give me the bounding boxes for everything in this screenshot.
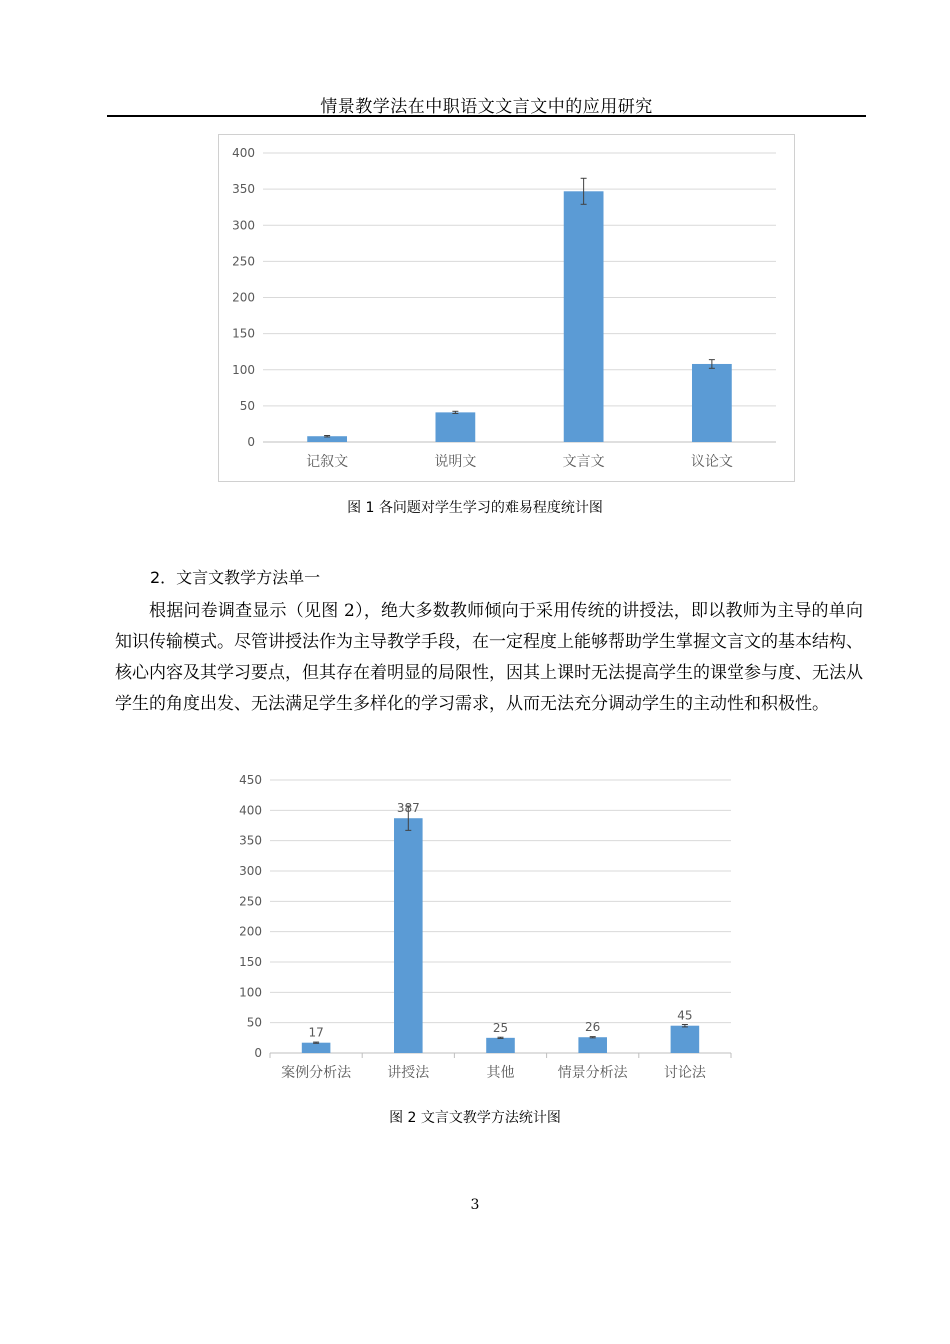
fig2-y-tick-label: 450 (239, 773, 262, 787)
fig2-y-tick-label: 100 (239, 985, 262, 1000)
fig2-bar (302, 1043, 331, 1053)
fig1-y-tick-label: 150 (232, 326, 255, 341)
fig2-bar (486, 1038, 515, 1053)
fig2-x-tick-label: 讲授法 (387, 1065, 430, 1081)
running-header-title: 情景教学法在中职语文文言文中的应用研究 (320, 97, 653, 117)
fig2-bar (578, 1037, 607, 1053)
fig2-y-tick-label: 300 (239, 864, 262, 878)
fig2-data-label: 25 (492, 1020, 509, 1035)
fig1-y-tick-label: 0 (247, 435, 255, 449)
fig1-y-tick-label: 350 (232, 182, 255, 197)
fig2-y-tick-label: 0 (254, 1046, 262, 1060)
fig2-data-label: 26 (585, 1020, 601, 1035)
fig2-y-tick-label: 400 (239, 803, 262, 818)
fig2-y-tick-label: 50 (246, 1015, 262, 1030)
fig1-x-tick-label: 说明文 (434, 454, 477, 470)
figure-1-caption: 图 1 各问题对学生学习的难易程度统计图 (347, 500, 603, 516)
figure-2-caption: 图 2 文言文教学方法统计图 (389, 1110, 561, 1126)
fig2-bar (394, 818, 423, 1053)
fig1-y-tick-label: 50 (239, 398, 255, 413)
fig2-y-tick-label: 250 (239, 894, 262, 909)
fig2-data-label: 45 (677, 1008, 693, 1023)
fig2-x-tick-label: 其他 (486, 1065, 515, 1081)
fig2-x-tick-label: 讨论法 (663, 1065, 706, 1081)
fig2-y-tick-label: 150 (239, 955, 262, 969)
fig1-x-tick-label: 记叙文 (306, 454, 349, 470)
fig1-x-tick-label: 议论文 (690, 454, 733, 470)
fig2-data-label: 17 (308, 1025, 324, 1040)
body-paragraph: 根据问卷调查显示（见图 2），绝大多数教师倾向于采用传统的讲授法，即以教师为主导的单向知识传输模式。尽管讲授法作为主导教学手段，在一定程度上能够帮助学生掌握文言文的基本结构、核心内容及其学习要点，但其存在着明显的局限性，因其上课时无法提高学生的课堂参与度、无法从学生的角度出发、无法满足学生多样化的学习需求，从而无法充分调动学生的主动性和积极性。 (115, 601, 863, 714)
fig1-y-tick-label: 200 (232, 290, 255, 305)
fig2-y-tick-label: 350 (239, 833, 262, 848)
fig1-y-tick-label: 100 (232, 362, 255, 377)
fig2-y-tick-label: 200 (239, 924, 262, 939)
section-heading: 2．文言文教学方法单一 (150, 568, 321, 587)
fig2-x-tick-label: 案例分析法 (281, 1065, 352, 1081)
fig1-y-tick-label: 300 (232, 218, 255, 233)
fig2-bar (671, 1026, 700, 1053)
fig2-x-tick-label: 情景分析法 (557, 1065, 628, 1081)
page-number: 3 (470, 1197, 480, 1213)
fig1-y-tick-label: 400 (232, 146, 255, 160)
fig1-x-tick-label: 文言文 (562, 454, 605, 470)
fig2-data-label: 387 (396, 801, 420, 816)
fig1-y-tick-label: 250 (232, 254, 255, 269)
